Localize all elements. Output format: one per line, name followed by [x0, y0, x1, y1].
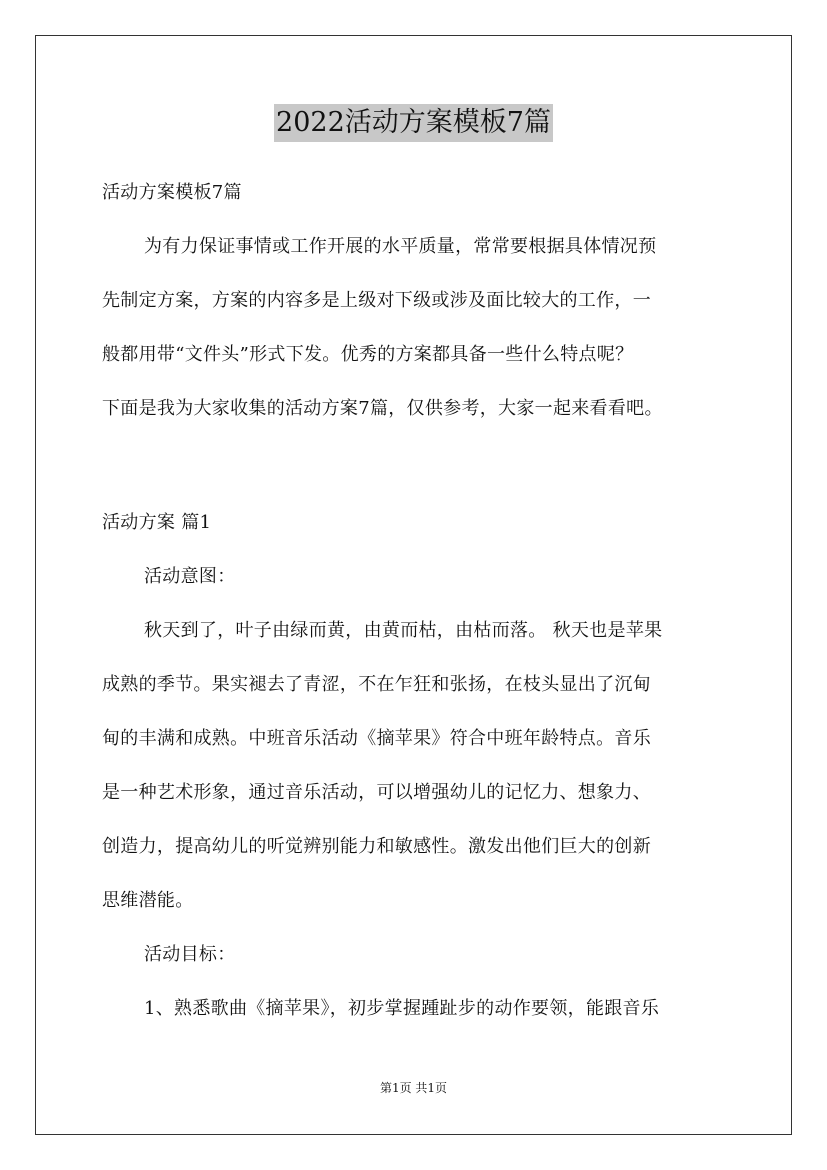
intro-line: 下面是我为大家收集的活动方案7篇，仅供参考，大家一起来看看吧。: [102, 398, 663, 419]
goal-line: 1、熟悉歌曲《摘苹果》，初步掌握踵趾步的动作要领，能跟音乐: [144, 998, 660, 1019]
goal-label: 活动目标：: [144, 944, 236, 965]
document-title-container: [0, 104, 827, 144]
intent-line: 创造力，提高幼儿的听觉辨别能力和敏感性。激发出他们巨大的创新: [102, 836, 651, 857]
document-title: 2022活动方案模板7篇: [274, 104, 553, 142]
intro-line: 先制定方案，方案的内容多是上级对下级或涉及面比较大的工作，一: [102, 290, 651, 311]
intent-line: 成熟的季节。果实褪去了青涩，不在乍狂和张扬，在枝头显出了沉甸: [102, 674, 651, 695]
intent-line: 思维潜能。: [102, 890, 194, 911]
intro-line: 般都用带“文件头”形式下发。优秀的方案都具备一些什么特点呢？: [102, 344, 634, 365]
intent-line: 是一种艺术形象，通过音乐活动，可以增强幼儿的记忆力、想象力、: [102, 782, 651, 803]
section-heading: 活动方案 篇1: [102, 512, 212, 533]
intro-line: 为有力保证事情或工作开展的水平质量，常常要根据具体情况预: [144, 236, 657, 257]
intent-line: 甸的丰满和成熟。中班音乐活动《摘苹果》符合中班年龄特点。音乐: [102, 728, 651, 749]
subtitle: 活动方案模板7篇: [102, 182, 242, 203]
intent-line: 秋天到了，叶子由绿而黄，由黄而枯，由枯而落。 秋天也是苹果: [144, 620, 663, 641]
document-body: [102, 174, 728, 1044]
intent-label: 活动意图：: [144, 566, 236, 587]
section-spacer: [102, 444, 728, 504]
page-footer: 第1页 共1页: [379, 1081, 448, 1095]
